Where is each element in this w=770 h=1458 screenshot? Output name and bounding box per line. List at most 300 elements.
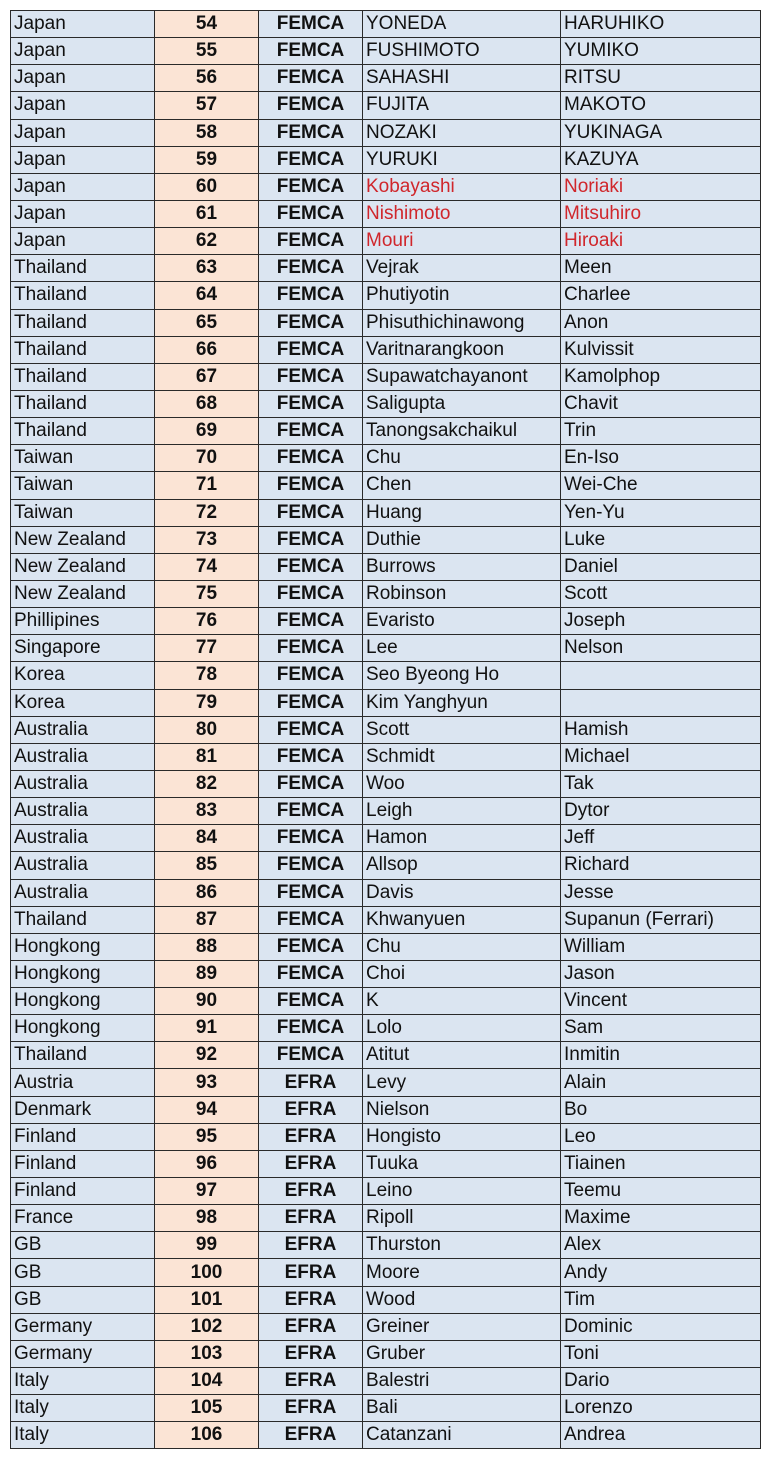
federation-cell: EFRA bbox=[259, 1395, 363, 1422]
race-number-cell: 78 bbox=[155, 662, 259, 689]
last-name-cell: K bbox=[363, 988, 561, 1015]
last-name-cell: Tuuka bbox=[363, 1150, 561, 1177]
table-row bbox=[11, 119, 761, 146]
federation-cell: FEMCA bbox=[259, 255, 363, 282]
table-row bbox=[11, 38, 761, 65]
country-cell: Thailand bbox=[11, 282, 155, 309]
last-name-cell: Chen bbox=[363, 472, 561, 499]
race-number-cell: 86 bbox=[155, 879, 259, 906]
first-name-cell: Sam bbox=[561, 1015, 761, 1042]
first-name-cell: Andy bbox=[561, 1259, 761, 1286]
country-cell: Thailand bbox=[11, 309, 155, 336]
country-cell: Thailand bbox=[11, 363, 155, 390]
first-name-cell: YUKINAGA bbox=[561, 119, 761, 146]
last-name-cell: Davis bbox=[363, 879, 561, 906]
country-cell: Denmark bbox=[11, 1096, 155, 1123]
table-row bbox=[11, 1368, 761, 1395]
country-cell: New Zealand bbox=[11, 580, 155, 607]
race-number-cell: 65 bbox=[155, 309, 259, 336]
federation-cell: FEMCA bbox=[259, 716, 363, 743]
federation-cell: FEMCA bbox=[259, 960, 363, 987]
country-cell: Thailand bbox=[11, 1042, 155, 1069]
race-number-cell: 72 bbox=[155, 499, 259, 526]
table-row bbox=[11, 1150, 761, 1177]
federation-cell: FEMCA bbox=[259, 309, 363, 336]
race-number-cell: 70 bbox=[155, 445, 259, 472]
last-name-cell: Leino bbox=[363, 1178, 561, 1205]
last-name-cell: Woo bbox=[363, 770, 561, 797]
last-name-cell: SAHASHI bbox=[363, 65, 561, 92]
table-row bbox=[11, 1232, 761, 1259]
federation-cell: EFRA bbox=[259, 1096, 363, 1123]
table-row bbox=[11, 1313, 761, 1340]
last-name-cell: Kim Yanghyun bbox=[363, 689, 561, 716]
table-row bbox=[11, 1259, 761, 1286]
first-name-cell: Jeff bbox=[561, 825, 761, 852]
last-name-cell: Hongisto bbox=[363, 1123, 561, 1150]
last-name-cell: Ripoll bbox=[363, 1205, 561, 1232]
first-name-cell: Hamish bbox=[561, 716, 761, 743]
table-row bbox=[11, 580, 761, 607]
race-number-cell: 82 bbox=[155, 770, 259, 797]
federation-cell: FEMCA bbox=[259, 852, 363, 879]
race-number-cell: 94 bbox=[155, 1096, 259, 1123]
race-number-cell: 73 bbox=[155, 526, 259, 553]
country-cell: Australia bbox=[11, 879, 155, 906]
last-name-cell: Balestri bbox=[363, 1368, 561, 1395]
race-number-cell: 57 bbox=[155, 92, 259, 119]
federation-cell: FEMCA bbox=[259, 635, 363, 662]
first-name-cell: Teemu bbox=[561, 1178, 761, 1205]
first-name-cell: RITSU bbox=[561, 65, 761, 92]
table-row bbox=[11, 228, 761, 255]
first-name-cell: Wei-Che bbox=[561, 472, 761, 499]
first-name-cell: Andrea bbox=[561, 1422, 761, 1449]
last-name-cell: Allsop bbox=[363, 852, 561, 879]
federation-cell: EFRA bbox=[259, 1286, 363, 1313]
federation-cell: FEMCA bbox=[259, 770, 363, 797]
federation-cell: FEMCA bbox=[259, 879, 363, 906]
last-name-cell: Nishimoto bbox=[363, 200, 561, 227]
race-number-cell: 87 bbox=[155, 906, 259, 933]
race-number-cell: 66 bbox=[155, 336, 259, 363]
last-name-cell: Chu bbox=[363, 445, 561, 472]
country-cell: GB bbox=[11, 1286, 155, 1313]
country-cell: Japan bbox=[11, 65, 155, 92]
first-name-cell: Chavit bbox=[561, 390, 761, 417]
race-number-cell: 99 bbox=[155, 1232, 259, 1259]
federation-cell: FEMCA bbox=[259, 418, 363, 445]
country-cell: Australia bbox=[11, 825, 155, 852]
country-cell: Hongkong bbox=[11, 960, 155, 987]
first-name-cell: Anon bbox=[561, 309, 761, 336]
first-name-cell: Yen-Yu bbox=[561, 499, 761, 526]
race-number-cell: 61 bbox=[155, 200, 259, 227]
race-number-cell: 92 bbox=[155, 1042, 259, 1069]
last-name-cell: Lee bbox=[363, 635, 561, 662]
last-name-cell: Saligupta bbox=[363, 390, 561, 417]
table-row bbox=[11, 770, 761, 797]
federation-cell: FEMCA bbox=[259, 1015, 363, 1042]
federation-cell: FEMCA bbox=[259, 363, 363, 390]
table-row bbox=[11, 1015, 761, 1042]
race-number-cell: 56 bbox=[155, 65, 259, 92]
last-name-cell: Thurston bbox=[363, 1232, 561, 1259]
last-name-cell: Robinson bbox=[363, 580, 561, 607]
country-cell: GB bbox=[11, 1232, 155, 1259]
first-name-cell: Alex bbox=[561, 1232, 761, 1259]
last-name-cell: Khwanyuen bbox=[363, 906, 561, 933]
last-name-cell: Choi bbox=[363, 960, 561, 987]
first-name-cell: Noriaki bbox=[561, 173, 761, 200]
first-name-cell: HARUHIKO bbox=[561, 11, 761, 38]
country-cell: Italy bbox=[11, 1422, 155, 1449]
first-name-cell bbox=[561, 689, 761, 716]
table-row bbox=[11, 825, 761, 852]
table-row bbox=[11, 1123, 761, 1150]
federation-cell: EFRA bbox=[259, 1178, 363, 1205]
country-cell: Thailand bbox=[11, 336, 155, 363]
country-cell: Hongkong bbox=[11, 1015, 155, 1042]
first-name-cell: Lorenzo bbox=[561, 1395, 761, 1422]
race-number-cell: 77 bbox=[155, 635, 259, 662]
table-row bbox=[11, 1178, 761, 1205]
federation-cell: EFRA bbox=[259, 1259, 363, 1286]
first-name-cell: Inmitin bbox=[561, 1042, 761, 1069]
table-row bbox=[11, 716, 761, 743]
last-name-cell: Burrows bbox=[363, 553, 561, 580]
federation-cell: FEMCA bbox=[259, 580, 363, 607]
race-number-cell: 104 bbox=[155, 1368, 259, 1395]
table-row bbox=[11, 255, 761, 282]
race-number-cell: 98 bbox=[155, 1205, 259, 1232]
table-row bbox=[11, 879, 761, 906]
table-row bbox=[11, 553, 761, 580]
first-name-cell: Hiroaki bbox=[561, 228, 761, 255]
table-row bbox=[11, 906, 761, 933]
last-name-cell: Evaristo bbox=[363, 608, 561, 635]
race-number-cell: 75 bbox=[155, 580, 259, 607]
table-row bbox=[11, 390, 761, 417]
country-cell: Austria bbox=[11, 1069, 155, 1096]
last-name-cell: Hamon bbox=[363, 825, 561, 852]
table-row bbox=[11, 988, 761, 1015]
federation-cell: EFRA bbox=[259, 1340, 363, 1367]
last-name-cell: Phisuthichinawong bbox=[363, 309, 561, 336]
country-cell: Korea bbox=[11, 662, 155, 689]
race-number-cell: 85 bbox=[155, 852, 259, 879]
country-cell: Thailand bbox=[11, 906, 155, 933]
federation-cell: FEMCA bbox=[259, 499, 363, 526]
federation-cell: EFRA bbox=[259, 1123, 363, 1150]
race-number-cell: 95 bbox=[155, 1123, 259, 1150]
table-row bbox=[11, 418, 761, 445]
country-cell: Korea bbox=[11, 689, 155, 716]
table-row bbox=[11, 1422, 761, 1449]
federation-cell: EFRA bbox=[259, 1150, 363, 1177]
first-name-cell: Tiainen bbox=[561, 1150, 761, 1177]
first-name-cell: Meen bbox=[561, 255, 761, 282]
table-row bbox=[11, 1096, 761, 1123]
race-number-cell: 76 bbox=[155, 608, 259, 635]
last-name-cell: Duthie bbox=[363, 526, 561, 553]
first-name-cell: Dominic bbox=[561, 1313, 761, 1340]
country-cell: Thailand bbox=[11, 418, 155, 445]
race-number-cell: 59 bbox=[155, 146, 259, 173]
table-row bbox=[11, 282, 761, 309]
country-cell: Taiwan bbox=[11, 445, 155, 472]
race-number-cell: 84 bbox=[155, 825, 259, 852]
first-name-cell: Maxime bbox=[561, 1205, 761, 1232]
first-name-cell: Kamolphop bbox=[561, 363, 761, 390]
last-name-cell: Chu bbox=[363, 933, 561, 960]
federation-cell: FEMCA bbox=[259, 608, 363, 635]
country-cell: Taiwan bbox=[11, 472, 155, 499]
first-name-cell: Charlee bbox=[561, 282, 761, 309]
race-number-cell: 106 bbox=[155, 1422, 259, 1449]
table-row bbox=[11, 173, 761, 200]
race-number-cell: 83 bbox=[155, 798, 259, 825]
country-cell: Japan bbox=[11, 119, 155, 146]
race-number-cell: 96 bbox=[155, 1150, 259, 1177]
country-cell: New Zealand bbox=[11, 526, 155, 553]
federation-cell: FEMCA bbox=[259, 38, 363, 65]
federation-cell: FEMCA bbox=[259, 553, 363, 580]
federation-cell: FEMCA bbox=[259, 336, 363, 363]
race-number-cell: 101 bbox=[155, 1286, 259, 1313]
first-name-cell: Trin bbox=[561, 418, 761, 445]
first-name-cell: Joseph bbox=[561, 608, 761, 635]
table-row bbox=[11, 336, 761, 363]
country-cell: Finland bbox=[11, 1123, 155, 1150]
country-cell: Australia bbox=[11, 852, 155, 879]
last-name-cell: Wood bbox=[363, 1286, 561, 1313]
first-name-cell: Daniel bbox=[561, 553, 761, 580]
table-row bbox=[11, 445, 761, 472]
federation-cell: FEMCA bbox=[259, 200, 363, 227]
federation-cell: FEMCA bbox=[259, 689, 363, 716]
race-number-cell: 55 bbox=[155, 38, 259, 65]
race-number-cell: 90 bbox=[155, 988, 259, 1015]
country-cell: Thailand bbox=[11, 255, 155, 282]
last-name-cell: YONEDA bbox=[363, 11, 561, 38]
last-name-cell: Gruber bbox=[363, 1340, 561, 1367]
first-name-cell: En-Iso bbox=[561, 445, 761, 472]
last-name-cell: Huang bbox=[363, 499, 561, 526]
last-name-cell: Leigh bbox=[363, 798, 561, 825]
federation-cell: FEMCA bbox=[259, 92, 363, 119]
first-name-cell: YUMIKO bbox=[561, 38, 761, 65]
last-name-cell: Kobayashi bbox=[363, 173, 561, 200]
race-number-cell: 71 bbox=[155, 472, 259, 499]
race-number-cell: 69 bbox=[155, 418, 259, 445]
race-number-cell: 79 bbox=[155, 689, 259, 716]
federation-cell: FEMCA bbox=[259, 825, 363, 852]
first-name-cell: Alain bbox=[561, 1069, 761, 1096]
table-row bbox=[11, 852, 761, 879]
race-number-cell: 91 bbox=[155, 1015, 259, 1042]
federation-cell: FEMCA bbox=[259, 988, 363, 1015]
federation-cell: FEMCA bbox=[259, 933, 363, 960]
race-number-cell: 67 bbox=[155, 363, 259, 390]
last-name-cell: Phutiyotin bbox=[363, 282, 561, 309]
federation-cell: EFRA bbox=[259, 1205, 363, 1232]
country-cell: Japan bbox=[11, 11, 155, 38]
first-name-cell: Bo bbox=[561, 1096, 761, 1123]
last-name-cell: Atitut bbox=[363, 1042, 561, 1069]
race-number-cell: 105 bbox=[155, 1395, 259, 1422]
country-cell: Japan bbox=[11, 173, 155, 200]
federation-cell: FEMCA bbox=[259, 228, 363, 255]
table-row bbox=[11, 960, 761, 987]
race-number-cell: 63 bbox=[155, 255, 259, 282]
last-name-cell: Greiner bbox=[363, 1313, 561, 1340]
first-name-cell: Dytor bbox=[561, 798, 761, 825]
table-row bbox=[11, 689, 761, 716]
federation-cell: EFRA bbox=[259, 1313, 363, 1340]
first-name-cell: Leo bbox=[561, 1123, 761, 1150]
last-name-cell: Lolo bbox=[363, 1015, 561, 1042]
federation-cell: FEMCA bbox=[259, 173, 363, 200]
country-cell: Australia bbox=[11, 770, 155, 797]
table-row bbox=[11, 363, 761, 390]
federation-cell: EFRA bbox=[259, 1368, 363, 1395]
first-name-cell: Mitsuhiro bbox=[561, 200, 761, 227]
last-name-cell: Schmidt bbox=[363, 743, 561, 770]
country-cell: Finland bbox=[11, 1150, 155, 1177]
first-name-cell: Vincent bbox=[561, 988, 761, 1015]
race-number-cell: 103 bbox=[155, 1340, 259, 1367]
table-row bbox=[11, 11, 761, 38]
federation-cell: FEMCA bbox=[259, 526, 363, 553]
last-name-cell: Varitnarangkoon bbox=[363, 336, 561, 363]
country-cell: Germany bbox=[11, 1340, 155, 1367]
table-row bbox=[11, 499, 761, 526]
table-row bbox=[11, 1340, 761, 1367]
country-cell: Japan bbox=[11, 200, 155, 227]
country-cell: New Zealand bbox=[11, 553, 155, 580]
first-name-cell: Toni bbox=[561, 1340, 761, 1367]
country-cell: France bbox=[11, 1205, 155, 1232]
last-name-cell: Supawatchayanont bbox=[363, 363, 561, 390]
federation-cell: FEMCA bbox=[259, 743, 363, 770]
table-row bbox=[11, 309, 761, 336]
entry-list-body bbox=[11, 11, 761, 1449]
race-number-cell: 102 bbox=[155, 1313, 259, 1340]
table-row bbox=[11, 608, 761, 635]
race-number-cell: 100 bbox=[155, 1259, 259, 1286]
first-name-cell: Dario bbox=[561, 1368, 761, 1395]
federation-cell: FEMCA bbox=[259, 282, 363, 309]
race-number-cell: 74 bbox=[155, 553, 259, 580]
last-name-cell: Mouri bbox=[363, 228, 561, 255]
last-name-cell: Seo Byeong Ho bbox=[363, 662, 561, 689]
entry-list-table bbox=[10, 10, 761, 1449]
federation-cell: FEMCA bbox=[259, 11, 363, 38]
table-row bbox=[11, 1395, 761, 1422]
federation-cell: FEMCA bbox=[259, 906, 363, 933]
federation-cell: FEMCA bbox=[259, 390, 363, 417]
country-cell: Taiwan bbox=[11, 499, 155, 526]
race-number-cell: 80 bbox=[155, 716, 259, 743]
last-name-cell: Levy bbox=[363, 1069, 561, 1096]
last-name-cell: YURUKI bbox=[363, 146, 561, 173]
table-row bbox=[11, 662, 761, 689]
last-name-cell: Moore bbox=[363, 1259, 561, 1286]
first-name-cell: Kulvissit bbox=[561, 336, 761, 363]
entry-list-sheet bbox=[10, 10, 760, 1449]
country-cell: Italy bbox=[11, 1368, 155, 1395]
table-row bbox=[11, 1205, 761, 1232]
federation-cell: FEMCA bbox=[259, 662, 363, 689]
table-row bbox=[11, 743, 761, 770]
country-cell: Hongkong bbox=[11, 988, 155, 1015]
country-cell: Australia bbox=[11, 716, 155, 743]
first-name-cell bbox=[561, 662, 761, 689]
federation-cell: FEMCA bbox=[259, 119, 363, 146]
country-cell: Australia bbox=[11, 798, 155, 825]
table-row bbox=[11, 200, 761, 227]
race-number-cell: 54 bbox=[155, 11, 259, 38]
country-cell: Phillipines bbox=[11, 608, 155, 635]
first-name-cell: MAKOTO bbox=[561, 92, 761, 119]
country-cell: Finland bbox=[11, 1178, 155, 1205]
first-name-cell: Luke bbox=[561, 526, 761, 553]
table-row bbox=[11, 146, 761, 173]
last-name-cell: Tanongsakchaikul bbox=[363, 418, 561, 445]
race-number-cell: 97 bbox=[155, 1178, 259, 1205]
first-name-cell: Jason bbox=[561, 960, 761, 987]
federation-cell: EFRA bbox=[259, 1069, 363, 1096]
race-number-cell: 81 bbox=[155, 743, 259, 770]
federation-cell: FEMCA bbox=[259, 472, 363, 499]
federation-cell: EFRA bbox=[259, 1422, 363, 1449]
first-name-cell: William bbox=[561, 933, 761, 960]
last-name-cell: Scott bbox=[363, 716, 561, 743]
last-name-cell: FUJITA bbox=[363, 92, 561, 119]
race-number-cell: 93 bbox=[155, 1069, 259, 1096]
table-row bbox=[11, 1042, 761, 1069]
federation-cell: FEMCA bbox=[259, 798, 363, 825]
federation-cell: FEMCA bbox=[259, 146, 363, 173]
first-name-cell: Jesse bbox=[561, 879, 761, 906]
last-name-cell: Nielson bbox=[363, 1096, 561, 1123]
country-cell: Japan bbox=[11, 38, 155, 65]
first-name-cell: Michael bbox=[561, 743, 761, 770]
table-row bbox=[11, 526, 761, 553]
federation-cell: FEMCA bbox=[259, 1042, 363, 1069]
race-number-cell: 58 bbox=[155, 119, 259, 146]
country-cell: Hongkong bbox=[11, 933, 155, 960]
race-number-cell: 64 bbox=[155, 282, 259, 309]
race-number-cell: 89 bbox=[155, 960, 259, 987]
federation-cell: FEMCA bbox=[259, 445, 363, 472]
first-name-cell: KAZUYA bbox=[561, 146, 761, 173]
race-number-cell: 62 bbox=[155, 228, 259, 255]
last-name-cell: FUSHIMOTO bbox=[363, 38, 561, 65]
race-number-cell: 88 bbox=[155, 933, 259, 960]
first-name-cell: Tim bbox=[561, 1286, 761, 1313]
first-name-cell: Richard bbox=[561, 852, 761, 879]
first-name-cell: Scott bbox=[561, 580, 761, 607]
federation-cell: EFRA bbox=[259, 1232, 363, 1259]
country-cell: Australia bbox=[11, 743, 155, 770]
first-name-cell: Supanun (Ferrari) bbox=[561, 906, 761, 933]
country-cell: Germany bbox=[11, 1313, 155, 1340]
race-number-cell: 60 bbox=[155, 173, 259, 200]
country-cell: GB bbox=[11, 1259, 155, 1286]
last-name-cell: Catanzani bbox=[363, 1422, 561, 1449]
